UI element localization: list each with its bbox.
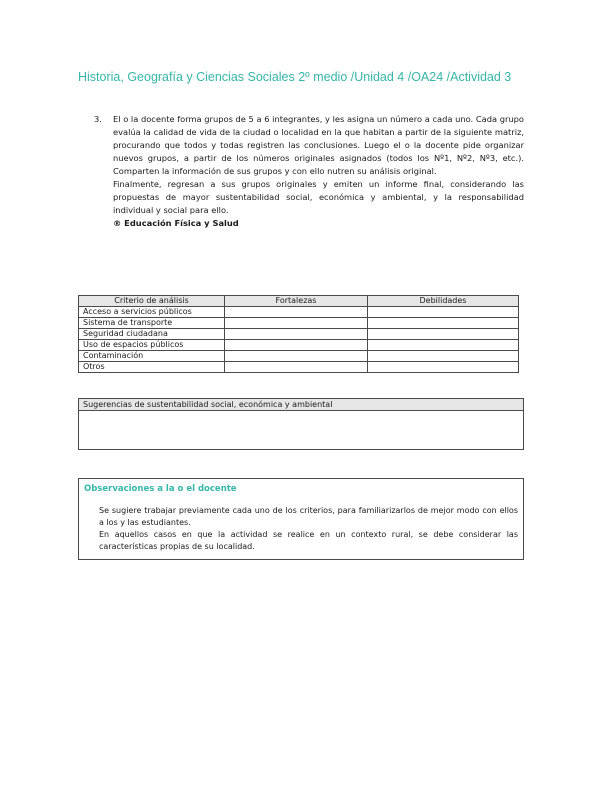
observations-paragraph-2: En aquellos casos en que la actividad se realice en un contexto rural, se debe considerar las características propias de su localidad.: [99, 530, 518, 551]
fortalezas-cell: [225, 351, 368, 362]
criterion-cell: Sistema de transporte: [79, 318, 225, 329]
matrix-header-fortalezas: Fortalezas: [225, 296, 368, 307]
debilidades-cell: [368, 329, 519, 340]
matrix-header-debilidades: Debilidades: [368, 296, 519, 307]
activity-paragraph-1: El o la docente forma grupos de 5 a 6 integrantes, y les asigna un número a cada uno. Cada grupo evalúa la calidad de vida de la ciudad o localidad en la que habitan a partir de la siguiente matriz, procurando que todos y todas registren las conclusiones. Luego el o la docente pide organizar nuevos grupos, a partir de los números originales asignados (todos los Nº1, Nº2, Nº3, etc.). Comparten la información de sus grupos y con ello nutren su análisis original.: [113, 114, 524, 176]
observations-title: Observaciones a la o el docente: [84, 484, 237, 494]
table-row: [79, 351, 519, 362]
suggestions-header: Sugerencias de sustentabilidad social, económica y ambiental: [79, 399, 523, 411]
observations-paragraph-1: Se sugiere trabajar previamente cada uno de los criterios, para familiarizarlos de mejor modo con ellos a los y las estudiantes.: [99, 506, 518, 527]
table-row: [79, 329, 519, 340]
debilidades-cell: [368, 351, 519, 362]
fortalezas-cell: [225, 318, 368, 329]
criterion-cell: Otros: [79, 362, 225, 373]
debilidades-cell: [368, 362, 519, 373]
fortalezas-cell: [225, 307, 368, 318]
activity-body: [113, 113, 524, 230]
debilidades-cell: [368, 307, 519, 318]
activity-number: 3.: [94, 114, 102, 124]
activity-instructions: [94, 113, 524, 230]
matrix-header-criterio: Criterio de análisis: [79, 296, 225, 307]
page-header-title: Historia, Geografía y Ciencias Sociales 2º medio /Unidad 4 /OA24 /Actividad 3: [78, 70, 512, 84]
criterion-cell: Seguridad ciudadana: [79, 329, 225, 340]
analysis-matrix: [78, 295, 519, 373]
observations-box: [78, 478, 524, 560]
criterion-cell: Contaminación: [79, 351, 225, 362]
fortalezas-cell: [225, 362, 368, 373]
table-row: [79, 362, 519, 373]
activity-paragraph-2: Finalmente, regresan a sus grupos originales y emiten un informe final, considerando las propuestas de mayor sustentabilidad social, económica y ambiental, y la responsabilidad individual y social para ello.: [113, 179, 524, 215]
subject-link: ® Educación Física y Salud: [113, 218, 239, 228]
observations-text: [99, 505, 518, 553]
table-row: [79, 318, 519, 329]
criterion-cell: Uso de espacios públicos: [79, 340, 225, 351]
debilidades-cell: [368, 340, 519, 351]
fortalezas-cell: [225, 340, 368, 351]
table-row: [79, 307, 519, 318]
matrix-header-row: [79, 296, 519, 307]
criterion-cell: Acceso a servicios públicos: [79, 307, 225, 318]
fortalezas-cell: [225, 329, 368, 340]
suggestions-box: [78, 398, 524, 450]
debilidades-cell: [368, 318, 519, 329]
table-row: [79, 340, 519, 351]
